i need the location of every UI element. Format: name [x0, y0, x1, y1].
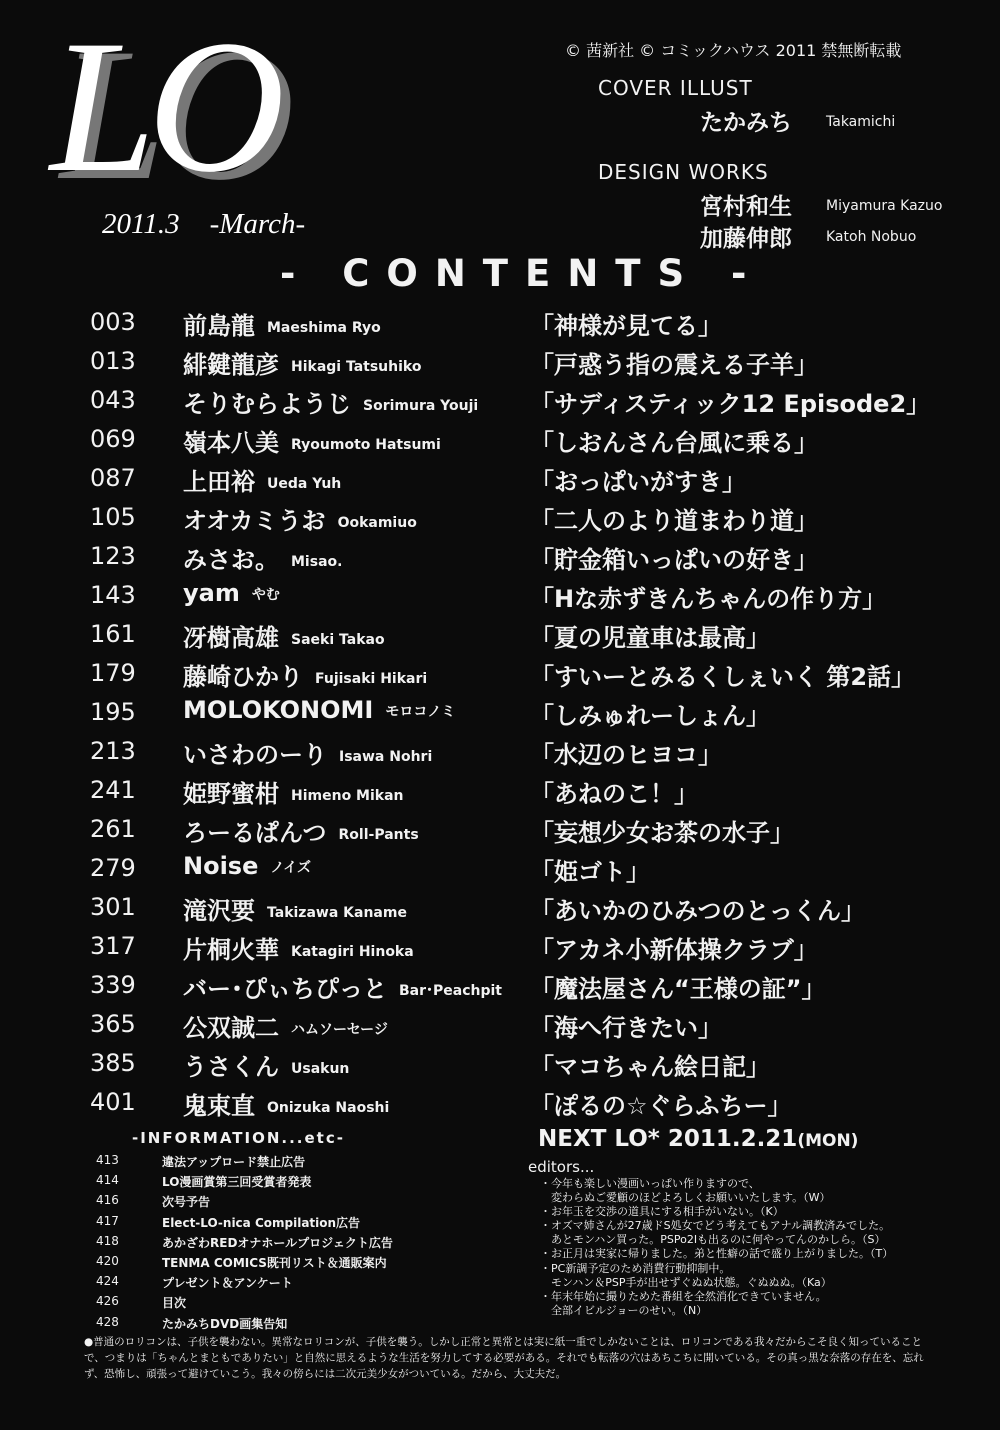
toc-page-number: 339: [90, 971, 136, 999]
info-entry: [96, 1312, 516, 1332]
toc-page-number: 161: [90, 620, 136, 648]
editor-note-line: あとモンハン買った。PSPo2Iも出るのに何やってんのかしら。（S）: [540, 1233, 886, 1247]
info-title: Elect-LO-nica Compilation広告: [162, 1215, 361, 1230]
toc-author-roman: Bar･Peachpit: [399, 983, 503, 999]
toc-author: [183, 1047, 349, 1082]
toc-story-title: 「マコちゃん絵日記」: [530, 1053, 770, 1081]
toc-page-number: 401: [90, 1088, 136, 1116]
info-page-number: 426: [96, 1294, 119, 1309]
toc-story-title: 「サディスティック12 Episode2」: [530, 390, 931, 418]
toc-author-roman: Roll-Pants: [338, 827, 419, 843]
next-issue-text: NEXT LO* 2011.2.21: [538, 1126, 798, 1152]
toc-author-roman: Isawa Nohri: [339, 749, 433, 765]
toc-entry: [0, 419, 1000, 458]
toc-entry: [0, 458, 1000, 497]
designer-name: 宮村和生: [700, 194, 792, 220]
toc-author-roman: Sorimura Youji: [363, 398, 479, 414]
toc-author-roman: Maeshima Ryo: [267, 320, 381, 336]
toc-author-roman: Katagiri Hinoka: [291, 944, 414, 960]
info-title: LO漫画賞第三回受賞者発表: [162, 1175, 312, 1190]
toc-author-roman: Saeki Takao: [291, 632, 385, 648]
toc-author-name: 藤崎ひかり: [183, 663, 303, 691]
toc-author-name: 公双誠二: [183, 1014, 279, 1042]
toc-author-name: 姫野蜜柑: [183, 780, 279, 808]
info-entry: [96, 1190, 516, 1210]
info-title: 目次: [162, 1296, 187, 1311]
toc-story-title: 「Hな赤ずきんちゃんの作り方」: [530, 585, 887, 613]
toc-author-name: バー･ぴぃちぴっと: [183, 975, 387, 1003]
toc-page-number: 179: [90, 659, 136, 687]
toc-story-title: 「しみゅれーしょん」: [530, 702, 770, 730]
toc-entry: [0, 887, 1000, 926]
info-page-number: 416: [96, 1193, 119, 1208]
toc-page-number: 143: [90, 581, 136, 609]
toc-author-name: 嶺本八美: [183, 429, 279, 457]
info-title: 次号予告: [162, 1195, 211, 1210]
copyright-notice: © 茜新社 © コミックハウス 2011 禁無断転載: [565, 41, 902, 60]
cover-illust-name: たかみち: [700, 110, 792, 136]
toc-author-roman: Himeno Mikan: [291, 788, 404, 804]
editor-note-line: ・オズマ姉さんが27歳ドS処女でどう考えてもアナル調教済みでした。: [540, 1219, 891, 1233]
toc-story-title: 「二人のより道まわり道」: [530, 507, 818, 535]
toc-entry: [0, 731, 1000, 770]
info-page-number: 420: [96, 1253, 119, 1268]
toc-page-number: 013: [90, 347, 136, 375]
designer-roman: Katoh Nobuo: [826, 229, 917, 245]
info-entry: [96, 1150, 516, 1170]
editor-note-line: ・お正月は実家に帰りました。弟と性癖の話で盛り上がりました。（T）: [540, 1247, 894, 1261]
toc-author: [183, 306, 381, 341]
toc-page-number: 069: [90, 425, 136, 453]
toc-author: [183, 852, 311, 880]
toc-author: [183, 384, 478, 419]
toc-author-name: Noise: [183, 852, 259, 880]
toc-story-title: 「あいかのひみつのとっくん」: [530, 897, 866, 925]
toc-page-number: 123: [90, 542, 136, 570]
editor-note-line: ・PC新調予定のため消費行動抑制中。: [540, 1261, 731, 1275]
info-entry: [96, 1291, 516, 1311]
toc-author: [183, 501, 417, 536]
toc-entry: [0, 380, 1000, 419]
toc-author-name: ろーるぱんつ: [183, 819, 327, 847]
toc-story-title: 「妄想少女お茶の水子」: [530, 819, 794, 847]
designer-roman: Miyamura Kazuo: [826, 198, 943, 214]
toc-story-title: 「貯金箱いっぱいの好き」: [530, 546, 818, 574]
toc-page-number: 317: [90, 932, 136, 960]
toc-author-name: オオカミうお: [183, 507, 326, 535]
toc-story-title: 「水辺のヒヨコ」: [530, 741, 722, 769]
next-issue-dow: (MON): [797, 1131, 859, 1151]
footer-note: ●普通のロリコンは、子供を襲わない。異常なロリコンが、子供を襲う。しかし正常と異常とは実に紙一重でしかないことは、ロリコンである我々だからこそ良く知っていることで、つまりは「ちゃんとまともでありたい」と自然に思えるような生活を努力してする必要がある。それでも転落の穴はあちこちに開いている。その真っ黒な奈落の存在を、忘れず、恐怖し、頑張って避けていこう。我々の傍らには二次元美少女がついている。だから、大丈夫だ。: [84, 1336, 924, 1380]
info-title: あかざわREDオナホールプロジェクト広告: [162, 1235, 393, 1250]
info-entry: [96, 1271, 516, 1291]
info-title: 違法アップロード禁止広告: [162, 1155, 306, 1169]
toc-entry: [0, 1043, 1000, 1082]
toc-entry: [0, 302, 1000, 341]
toc-author-roman: ノイズ: [270, 860, 311, 876]
toc-story-title: 「あねのこ！」: [530, 780, 698, 808]
toc-author-name: 鬼束直: [183, 1092, 255, 1120]
editors-label: editors...: [528, 1158, 595, 1176]
toc-story-title: 「戸惑う指の震える子羊」: [530, 351, 818, 379]
info-page-number: 418: [96, 1233, 119, 1248]
editors-notes: [540, 1177, 980, 1318]
toc-page-number: 195: [90, 698, 136, 726]
toc-page-number: 365: [90, 1010, 136, 1038]
toc-author: [183, 813, 419, 848]
contents-heading: - CONTENTS -: [280, 252, 764, 295]
toc-author-name: うさくん: [183, 1053, 279, 1081]
information-list: [96, 1150, 516, 1332]
toc-story-title: 「魔法屋さん“王様の証”」: [530, 975, 826, 1003]
designer-name: 加藤伸郎: [700, 226, 792, 252]
toc-story-title: 「神様が見てる」: [530, 312, 722, 340]
toc-author-roman: Onizuka Naoshi: [267, 1100, 390, 1116]
toc-author-roman: Usakun: [291, 1061, 350, 1077]
info-page-number: 428: [96, 1314, 119, 1329]
toc-author-name: 上田裕: [183, 468, 255, 496]
toc-author: [183, 891, 407, 926]
editor-note-line: 全部イビルジョーのせい。（N）: [540, 1303, 708, 1317]
toc-author: [183, 540, 342, 575]
toc-story-title: 「夏の児童車は最高」: [530, 624, 770, 652]
toc-author: [183, 696, 455, 724]
toc-author-name: 片桐火華: [183, 936, 279, 964]
toc-author: [183, 774, 404, 809]
toc-author: [183, 1008, 388, 1043]
toc-story-title: 「姫ゴト」: [530, 858, 650, 886]
toc-page-number: 043: [90, 386, 136, 414]
toc-entry: [0, 770, 1000, 809]
toc-author-roman: Takizawa Kaname: [267, 905, 407, 921]
toc-author: [183, 462, 341, 497]
toc-entry: [0, 497, 1000, 536]
toc-page-number: 087: [90, 464, 136, 492]
toc-story-title: 「海へ行きたい」: [530, 1014, 722, 1042]
toc-author: [183, 345, 421, 380]
toc-entry: [0, 653, 1000, 692]
info-entry: [96, 1251, 516, 1271]
toc-entry: [0, 1082, 1000, 1121]
toc-author-name: 冴樹高雄: [183, 624, 279, 652]
toc-author-roman: ハムソーセージ: [291, 1022, 388, 1038]
toc-page-number: 213: [90, 737, 136, 765]
toc-author-name: 前島龍: [183, 312, 255, 340]
toc-entry: [0, 614, 1000, 653]
info-title: たかみちDVD画集告知: [162, 1316, 288, 1331]
issue-month: -March-: [209, 208, 306, 240]
toc-entry: [0, 965, 1000, 1004]
toc-author-name: みさお。: [183, 546, 279, 574]
info-entry: [96, 1211, 516, 1231]
toc-author-name: MOLOKONOMI: [183, 696, 374, 724]
toc-author-roman: Fujisaki Hikari: [315, 671, 428, 687]
toc-author-name: そりむらようじ: [183, 390, 351, 418]
toc-story-title: 「しおんさん台風に乗る」: [530, 429, 818, 457]
toc-author-roman: Ueda Yuh: [267, 476, 342, 492]
toc-author-name: いさわのーり: [183, 741, 327, 769]
toc-page-number: 301: [90, 893, 136, 921]
toc-author-roman: やむ: [251, 587, 280, 603]
toc-page-number: 385: [90, 1049, 136, 1077]
next-issue-date: [538, 1126, 858, 1152]
toc-entry: [0, 1004, 1000, 1043]
toc-author: [183, 930, 414, 965]
toc-author-roman: Misao.: [291, 554, 343, 570]
toc-entry: [0, 575, 1000, 614]
toc-page-number: 261: [90, 815, 136, 843]
toc-entry: [0, 809, 1000, 848]
toc-author: [183, 969, 502, 1004]
toc-story-title: 「ぽるの☆ぐらふちー」: [530, 1092, 792, 1120]
toc-entry: [0, 692, 1000, 731]
toc-author-roman: モロコノミ: [385, 704, 456, 720]
toc-author: [183, 735, 432, 770]
toc-author: [183, 579, 280, 607]
editor-note-line: ・今年も楽しい漫画いっぱい作りますので、: [540, 1177, 760, 1190]
toc-entry: [0, 341, 1000, 380]
toc-story-title: 「おっぱいがすき」: [530, 468, 746, 496]
toc-entry: [0, 926, 1000, 965]
editor-note-line: モンハン＆PSP手が出せずぐぬぬ状態。ぐぬぬぬ。（Ka）: [540, 1275, 832, 1289]
issue-date: [102, 208, 305, 241]
toc-page-number: 105: [90, 503, 136, 531]
toc-page-number: 241: [90, 776, 136, 804]
toc-author: [183, 657, 427, 692]
toc-author-name: 緋鍵龍彦: [183, 351, 279, 379]
toc-page-number: 003: [90, 308, 136, 336]
toc-author-roman: Ryoumoto Hatsumi: [291, 437, 441, 453]
info-entry: [96, 1231, 516, 1251]
magazine-logo: LO: [50, 2, 277, 212]
info-title: TENMA COMICS既刊リスト＆通販案内: [162, 1255, 387, 1270]
toc-author: [183, 1086, 389, 1121]
info-page-number: 417: [96, 1213, 119, 1228]
editor-note-line: 変わらぬご愛顧のほどよろしくお願いいたします。（W）: [540, 1191, 831, 1205]
information-heading: -INFORMATION...etc-: [132, 1129, 345, 1147]
toc-story-title: 「アカネ小新体操クラブ」: [530, 936, 818, 964]
cover-illust-label: COVER ILLUST: [598, 76, 753, 100]
info-title: プレゼント＆アンケート: [162, 1276, 293, 1291]
toc-author: [183, 423, 441, 458]
toc-page-number: 279: [90, 854, 136, 882]
cover-illust-roman: Takamichi: [826, 114, 896, 130]
info-page-number: 413: [96, 1153, 119, 1167]
table-of-contents: [0, 302, 1000, 1121]
toc-entry: [0, 848, 1000, 887]
toc-author-name: 滝沢要: [183, 897, 255, 925]
toc-author-roman: Hikagi Tatsuhiko: [291, 359, 422, 375]
info-entry: [96, 1170, 516, 1190]
info-page-number: 414: [96, 1173, 119, 1188]
editor-note-line: ・お年玉を交渉の道具にする相手がいない。（K）: [540, 1205, 784, 1219]
toc-author: [183, 618, 385, 653]
toc-author-roman: Ookamiuo: [337, 515, 417, 531]
issue-number: 2011.3: [102, 208, 180, 240]
toc-entry: [0, 536, 1000, 575]
toc-author-name: yam: [183, 579, 240, 607]
design-works-label: DESIGN WORKS: [598, 160, 769, 184]
toc-story-title: 「すいーとみるくしぇいく 第2話」: [530, 663, 916, 691]
editor-note-line: ・年末年始に撮りためた番組を全然消化できていません。: [540, 1289, 827, 1303]
info-page-number: 424: [96, 1274, 119, 1289]
